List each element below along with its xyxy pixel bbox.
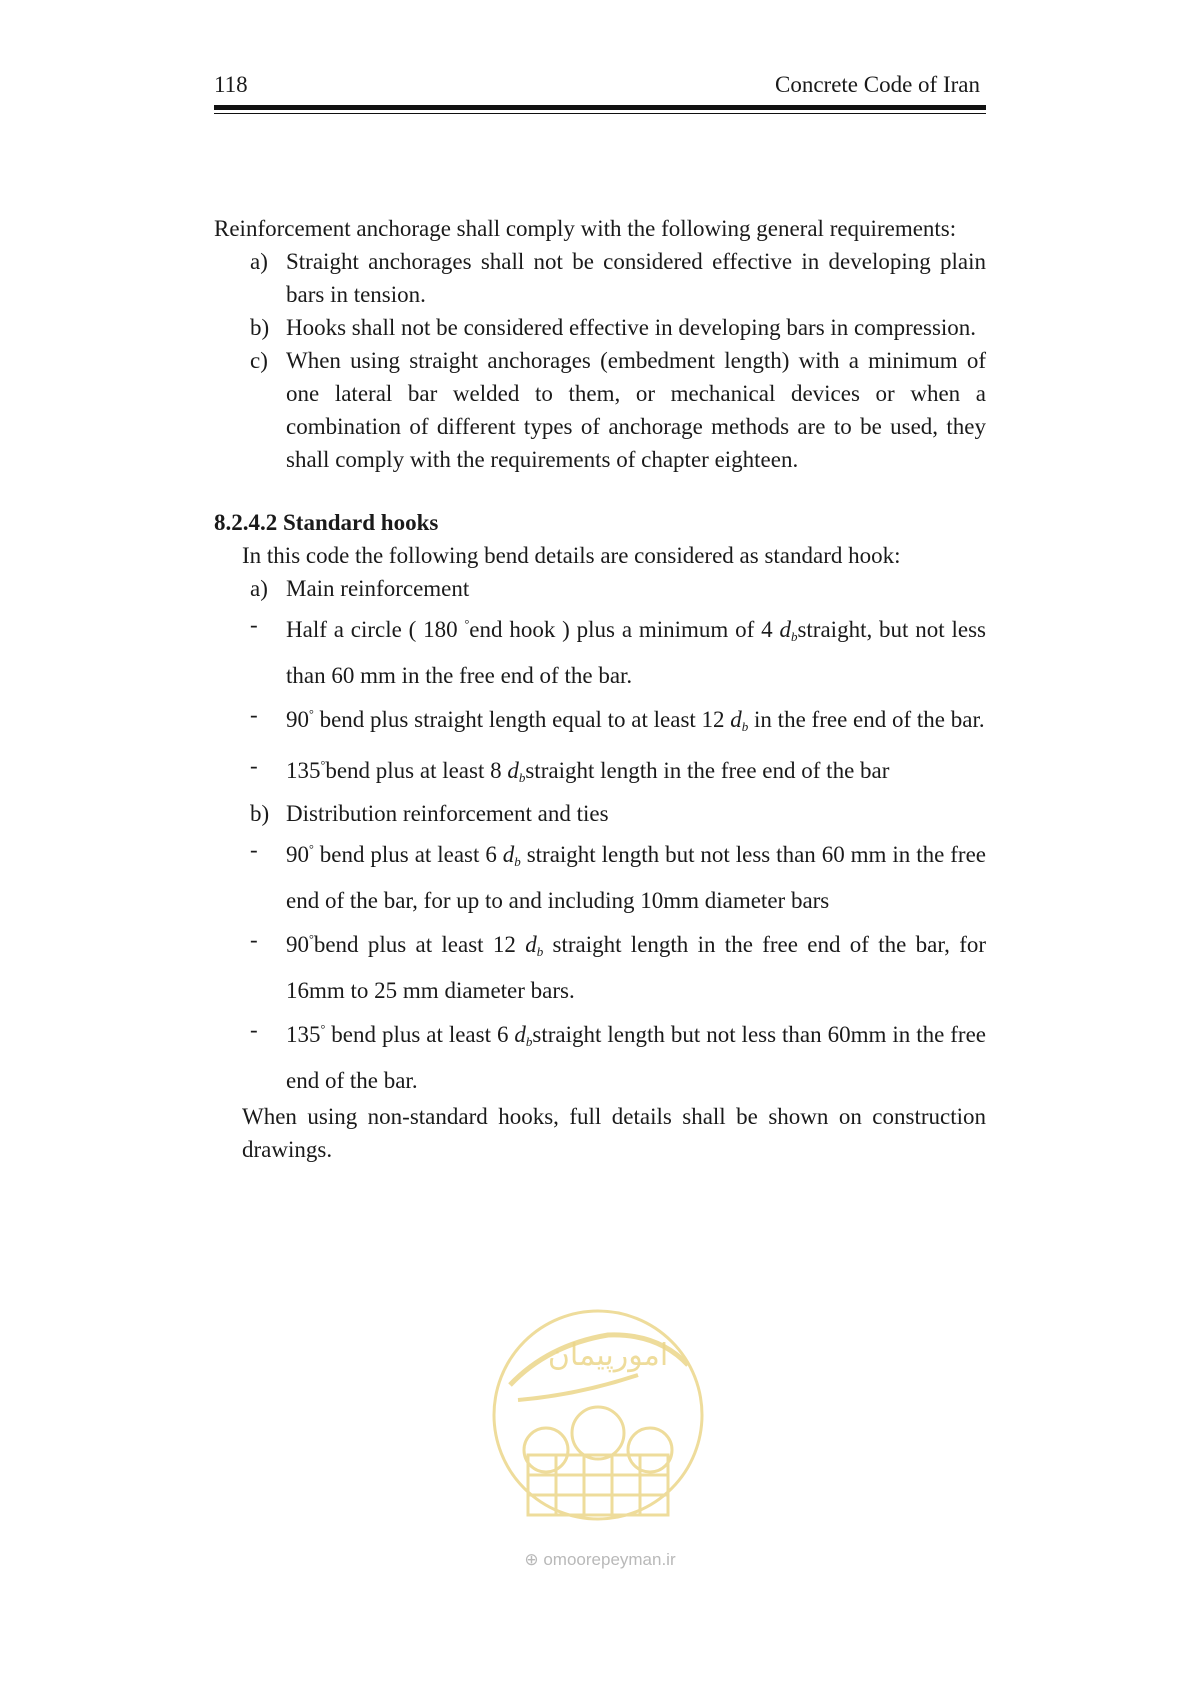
section-lead: In this code the following bend details are considered as standard hook: bbox=[242, 543, 901, 568]
detail-text: 90 bbox=[286, 707, 309, 732]
subheading-text: Distribution reinforcement and ties bbox=[286, 801, 609, 826]
bar-diameter-symbol bbox=[507, 758, 525, 783]
subheading-main-reinforcement bbox=[214, 572, 986, 605]
globe-icon: ⊕ bbox=[524, 1550, 539, 1569]
closing-paragraph: When using non-standard hooks, full details shall be shown on construction drawings. bbox=[242, 1104, 986, 1162]
symbol-subscript: b bbox=[514, 854, 521, 869]
watermark-caption bbox=[500, 1550, 700, 1570]
bar-diameter-symbol bbox=[779, 617, 797, 642]
requirement-item bbox=[214, 311, 986, 344]
detail-text: bend plus at least 6 bbox=[325, 1022, 515, 1047]
symbol-d: d bbox=[514, 1022, 526, 1047]
dash-marker: - bbox=[250, 702, 258, 727]
header-rule-thin bbox=[214, 113, 986, 114]
item-text: Straight anchorages shall not be considered effective in developing plain bars in tension. bbox=[286, 249, 986, 307]
symbol-d: d bbox=[779, 617, 791, 642]
symbol-subscript: b bbox=[525, 1034, 533, 1049]
detail-text: 135 bbox=[286, 758, 321, 783]
dash-marker: - bbox=[250, 837, 258, 862]
item-label: b) bbox=[250, 315, 270, 340]
hook-detail-item bbox=[214, 830, 986, 920]
symbol-d: d bbox=[525, 932, 537, 957]
bar-diameter-symbol bbox=[514, 1022, 532, 1047]
subheading-distribution-reinforcement bbox=[214, 797, 986, 830]
symbol-subscript: b bbox=[790, 629, 798, 644]
item-label: b) bbox=[250, 801, 270, 826]
item-label: a) bbox=[250, 249, 268, 274]
hook-detail-item bbox=[214, 920, 986, 1010]
bar-diameter-symbol bbox=[730, 707, 748, 732]
hook-detail-item bbox=[214, 1010, 986, 1100]
watermark-logo-text: امورپیمان bbox=[547, 1338, 669, 1373]
degree-symbol: ° bbox=[464, 617, 470, 631]
page-header bbox=[214, 68, 986, 108]
detail-text: 90 bbox=[286, 932, 309, 957]
detail-text: 90 bbox=[286, 842, 309, 867]
page-number: 118 bbox=[214, 72, 248, 97]
detail-text: bend plus at least 12 bbox=[313, 932, 526, 957]
body-text bbox=[214, 212, 986, 1166]
symbol-d: d bbox=[730, 707, 742, 732]
bar-diameter-symbol bbox=[503, 842, 521, 867]
item-text: When using straight anchorages (embedment length) with a minimum of one lateral bar welded to them, or mechanical devices or when a combination of different types of anchorage methods are to be used, they shall comply with the requirements of chapter eighteen. bbox=[286, 348, 986, 472]
requirement-item bbox=[214, 344, 986, 476]
item-label: c) bbox=[250, 348, 268, 373]
symbol-d: d bbox=[502, 842, 515, 867]
detail-text: straight length in the free end of the bar, for 16mm to 25 mm diameter bars. bbox=[286, 932, 987, 1003]
detail-text: end hook ) plus a minimum of 4 bbox=[469, 617, 780, 642]
symbol-subscript: b bbox=[741, 719, 749, 734]
dash-marker: - bbox=[250, 612, 258, 637]
symbol-d: d bbox=[507, 758, 519, 783]
degree-symbol: ° bbox=[309, 707, 314, 721]
requirement-item bbox=[214, 245, 986, 311]
detail-text: bend plus at least 6 bbox=[313, 842, 503, 867]
header-rule-thick bbox=[214, 105, 986, 110]
detail-text: straight, but not less than 60 mm in the free end of the bar. bbox=[286, 617, 986, 688]
hook-detail-item bbox=[214, 746, 986, 797]
dash-marker: - bbox=[250, 753, 258, 778]
running-title: Concrete Code of Iran bbox=[774, 72, 980, 97]
symbol-subscript: b bbox=[536, 944, 544, 959]
watermark-url: omoorepeyman.ir bbox=[543, 1550, 676, 1569]
detail-text: bend plus at least 8 bbox=[325, 758, 508, 783]
section-heading: 8.2.4.2 Standard hooks bbox=[214, 510, 439, 535]
dash-marker: - bbox=[250, 1017, 258, 1042]
item-text: Hooks shall not be considered effective in developing bars in compression. bbox=[286, 315, 977, 340]
detail-text: 135 bbox=[286, 1022, 321, 1047]
detail-text: straight length but not less than 60 mm in the free end of the bar, for up to and including 10mm diameter bars bbox=[286, 842, 986, 913]
dash-marker: - bbox=[250, 927, 258, 952]
symbol-subscript: b bbox=[518, 770, 526, 785]
watermark-logo bbox=[488, 1305, 708, 1575]
item-label: a) bbox=[250, 576, 268, 601]
degree-symbol: ° bbox=[320, 1022, 326, 1036]
hook-detail-item bbox=[214, 695, 986, 746]
subheading-text: Main reinforcement bbox=[286, 576, 470, 601]
degree-symbol: ° bbox=[320, 758, 326, 772]
detail-text: Half a circle ( 180 bbox=[286, 617, 465, 642]
hook-detail-item bbox=[214, 605, 986, 695]
detail-text: bend plus straight length equal to at least 12 bbox=[313, 707, 731, 732]
detail-text: in the free end of the bar. bbox=[748, 707, 985, 732]
degree-symbol: ° bbox=[309, 932, 314, 946]
degree-symbol: ° bbox=[309, 842, 314, 856]
detail-text: straight length in the free end of the bar bbox=[525, 758, 890, 783]
bar-diameter-symbol bbox=[525, 932, 543, 957]
detail-text: straight length but not less than 60mm in the free end of the bar. bbox=[286, 1022, 986, 1093]
intro-paragraph: Reinforcement anchorage shall comply with the following general requirements: bbox=[214, 216, 957, 241]
